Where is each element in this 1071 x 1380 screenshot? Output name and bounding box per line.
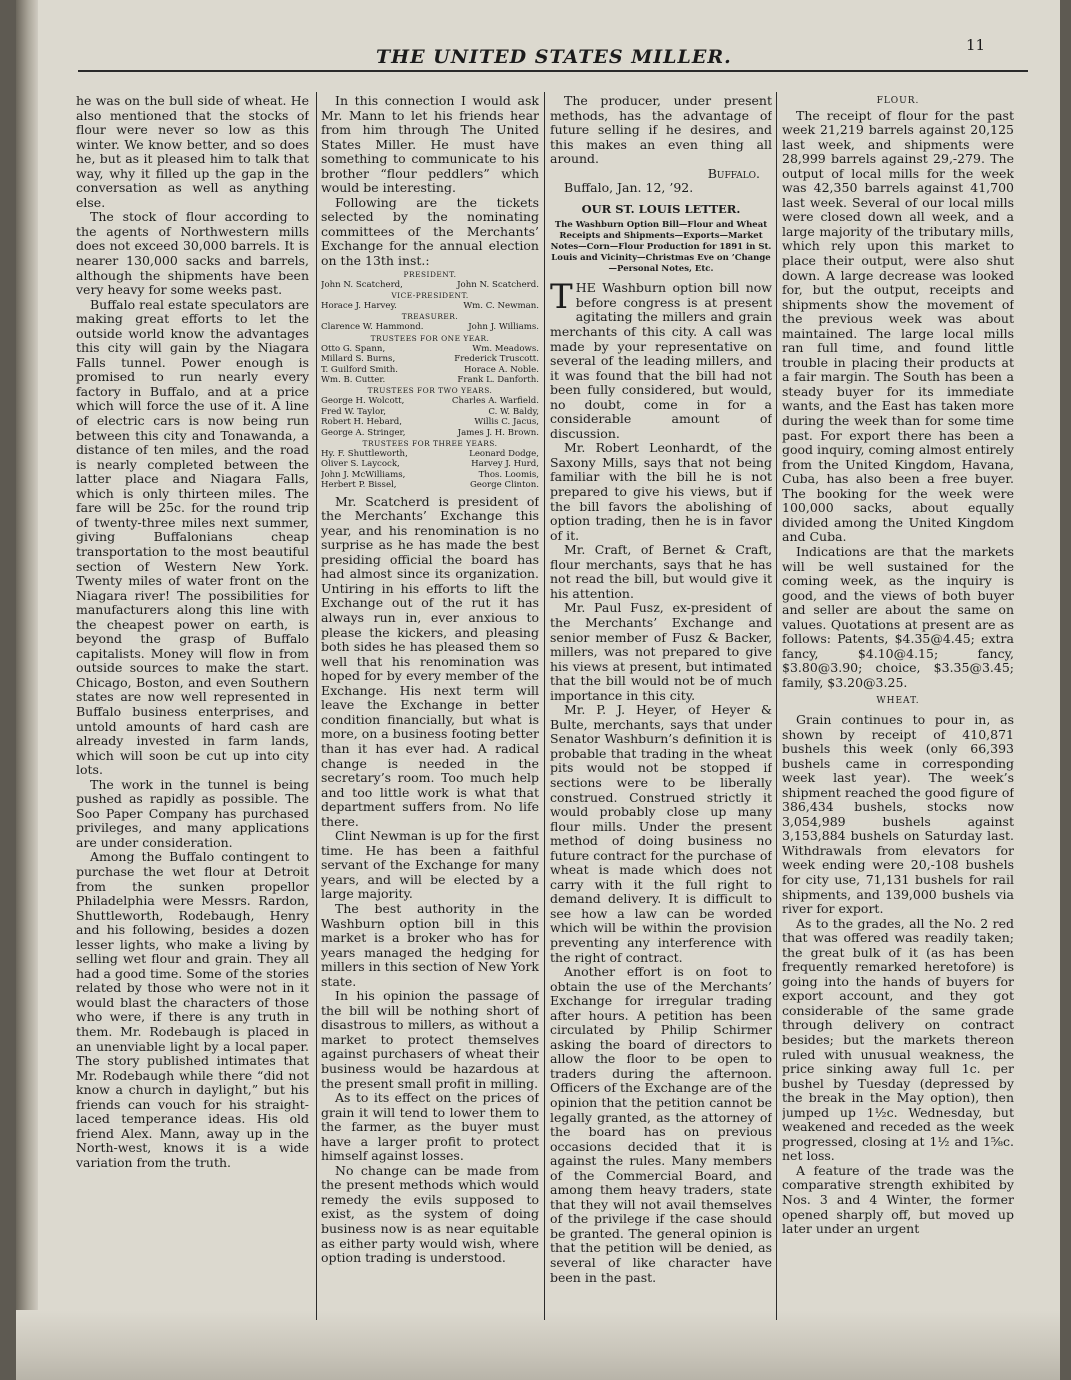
candidate: Charles A. Warfield. [451, 396, 539, 407]
column-4 [782, 94, 1014, 1334]
candidate: Willis C. Jacus, [474, 417, 539, 428]
candidate: Horace J. Harvey. [321, 300, 397, 311]
candidate: Wm. C. Newman. [463, 300, 539, 311]
ticket-row [321, 480, 539, 490]
candidate: George H. Wolcott, [321, 396, 405, 407]
paragraph: Among the Buffalo contingent to purchase the wet flour at Detroit from the sunken propellor Philadelphia were Messrs. Rardon, Shuttleworth, Rodebaugh, Henry and his following, besides a dozen lesser lights, who make a living by selling wet flour and grain. They all had a good time. Some of the stories related by those who were not in it would blast the characters of those who were, if there is any truth in them. Mr. Rodebaugh is placed in an unenviable light by a local paper. The story published intimates that Mr. Rodebaugh while there “did not know a church in daylight,” but his friends can vouch for his straight-laced temperance ideas. His old friend Alex. Mann, away up in the North-west, knows it is a wide variation from the truth. [76, 849, 309, 1170]
candidate: Wm. B. Cutter. [321, 375, 386, 385]
paragraph: No change can be made from the present methods which would remedy the evils supposed to exist, as the system of doing business now is as near equitable as either party would wish, where option trading is understood. [321, 1162, 539, 1266]
subheadline: The Washburn Option Bill—Flour and Wheat Receipts and Shipments—Exports—Market Notes—Corn—Flour Production for 1891 in St. Louis and Vicinity—Christmas Eve on ’Change—Personal Notes, Etc. [550, 220, 772, 275]
candidate: Harvey J. Hurd, [471, 459, 539, 470]
paragraph: As to the grades, all the No. 2 red that was offered was readily taken; the great bulk of it (as has been frequently remarked heretofore) is going into the hands of buyers for export account, and they got considerable of the same grade through delivery on contract besides; but the markets thereon ruled with unusual weakness, the price sinking away full 1c. per bushel by Tuesday (depressed by the break in the May option), then jumped up 1½c. Wednesday, but weakened and receded as the week progressed, closing at 1½ and 1⅝c. net loss. [782, 915, 1014, 1164]
paragraph: The best authority in the Washburn option bill in this market is a broker who has for years managed the hedging for millers in this section of New York state. [321, 900, 539, 989]
ticket-caption: TRUSTEES FOR TWO YEARS. [367, 386, 493, 396]
column-1 [76, 94, 309, 1334]
paragraph: In his opinion the passage of the bill will be nothing short of disastrous to millers, as without a market to protect themselves against purchasers of wheat their business would be hazardous at the present small profit in milling. [321, 988, 539, 1091]
paragraph: The receipt of flour for the past week 21,219 barrels against 20,125 last week, and shipments were 28,999 barrels against 29,-279. The output of local mills for the week was 42,350 barrels against 41,700 last week. Several of our local mills were closed down all week, and a large majority of the tributary mills, which rely upon this market to place their output, were also shut down. A large decrease was looked for, but the output, receipts and shipments show the movement of the previous week was about maintained. The large local mills ran full time, and found little trouble in placing their products at a fair margin. The South has been a steady buyer for its immediate wants, and the East has taken more during the week than for some time past. For export there has been a good inquiry, coming almost entirely from the United Kingdom, Havana, Cuba, has also been a free buyer. The booking for the week were 100,000 sacks, about equally divided among the United Kingdom and Cuba. [782, 107, 1014, 545]
column-3 [550, 94, 772, 1334]
candidate: Hy. F. Shuttleworth, [321, 449, 408, 460]
paragraph: Mr. Craft, of Bernet & Craft, flour merchants, says that he has not read the bill, but would give it his attention. [550, 542, 772, 601]
headline: OUR ST. LOUIS LETTER. [581, 201, 741, 216]
ticket-row [321, 280, 539, 290]
section-heading-wheat: WHEAT. [876, 696, 920, 707]
candidate: James J. H. Brown. [457, 427, 539, 438]
ticket-row [321, 470, 539, 480]
candidate: T. Guilford Smith. [321, 364, 399, 375]
lead-text: HE Washburn option bill now before congress is at present agitating the millers and grain merchants of this city. A call was made by your representative on several of the leading millers, and it was found that the bill had not been fully considered, but would, no doubt, come in for a considerable amount of discussion. [550, 280, 772, 441]
ticket-row [321, 428, 539, 438]
paragraph: Mr. P. J. Heyer, of Heyer & Bulte, merchants, says that under Senator Washburn’s definition it is probable that trading in the wheat pits would not be stopped if sections were to be liberally construed. Construed strictly it would probably close up many flour mills. Under the present method of doing business no future contract for the purchase of wheat is made which does not carry with it the full right to demand delivery. It is difficult to see how a law can be worded which will be within the provision preventing any interference with the right of contract. [550, 702, 772, 965]
paragraph: The producer, under present methods, has the advantage of future selling if he desires, and this makes an even thing all around. [550, 94, 772, 167]
paragraph: In this connection I would ask Mr. Mann to let his friends hear from him through The United States Miller. He must have something to communicate to his brother “flour peddlers” which would be interesting. [321, 94, 539, 196]
candidate: Oliver S. Laycock, [321, 459, 400, 470]
ticket-row [321, 344, 539, 354]
candidate: Leonard Dodge, [469, 449, 539, 460]
candidate: Herbert P. Bissel, [321, 480, 397, 491]
ticket-row [321, 354, 539, 364]
ticket-row [321, 449, 539, 459]
ticket-caption: TRUSTEES FOR ONE YEAR. [370, 333, 490, 343]
candidate: George Clinton. [469, 480, 539, 491]
candidate: John J. Williams. [468, 322, 539, 333]
masthead-title: THE UNITED STATES MILLER. [376, 46, 732, 68]
candidate: Robert H. Hebard, [321, 417, 403, 428]
column-rule [776, 92, 777, 1320]
binding-gutter [16, 0, 38, 1380]
ticket-caption: PRESIDENT. [403, 269, 457, 279]
paragraph: The stock of flour according to the agents of Northwestern mills does not exceed 30,000 barrels. It is nearer 130,000 sacks and barrels, although the shipments have been very heavy for some weeks past. [76, 209, 309, 298]
ticket-row [321, 322, 539, 332]
paragraph: Buffalo real estate speculators are making great efforts to let the outside world know the advantages this city will gain by the Niagara Falls tunnel. Power enough is promised to run nearly every factory in Buffalo, and at a price which will force the use of it. A line of electric cars is now being run between this city and Tonawanda, a distance of ten miles, and the road is nearly completed between the latter place and Niagara Falls, which is only thirteen miles. The fare will be 25c. for the round trip of twenty-three miles next summer, giving Buffalonians cheap transportation to the most beautiful section of Western New York. Twenty miles of water front on the Niagara river! The possibilities for manufacturers along this line with the cheapest power on earth, is beyond the grasp of Buffalo capitalists. Money will flow in from outside sources to make the start. Chicago, Boston, and even Southern states are now well represented in Buffalo business enterprises, and untold amounts of hard cash are already invested in farm lands, which will soon be cut up into city lots. [76, 296, 309, 778]
paragraph: As to its effect on the prices of grain it will tend to lower them to the farmer, as the buyer must have a larger profit to protect himself against losses. [321, 1090, 539, 1164]
ticket-row [321, 365, 539, 375]
paragraph: he was on the bull side of wheat. He also mentioned that the stocks of flour were never so low as this winter. We know better, and so does he, but as it pleased him to talk that way, why it filled up the gap in the conversation as well as anything else. [76, 94, 309, 210]
paragraph: The work in the tunnel is being pushed as rapidly as possible. The Soo Paper Company has purchased privileges, and many applications are under consideration. [76, 776, 309, 850]
candidate: Millard S. Burns, [321, 354, 396, 365]
header-rule [78, 70, 1028, 72]
ticket-caption: TREASURER. [401, 312, 459, 322]
ticket-row [321, 375, 539, 385]
candidate: John N. Scatcherd. [457, 279, 539, 290]
paragraph: Following are the tickets selected by the nominating committees of the Merchants’ Exchange for the annual election on the 13th inst.: [321, 194, 539, 269]
column-2 [321, 94, 539, 1334]
paragraph: Mr. Scatcherd is president of the Merchants’ Exchange this year, and his renomination is no surprise as he has made the best presiding official the board has had almost since its organization. Untiring in his efforts to lift the Exchange out of the rut it has always run in, ever anxious to please the kickers, and pleasing both sides he has pleased them so well that his renomination was hoped for by every member of the Exchange. His next term will leave the Exchange in better condition financially, but what is more, on a business footing better than it has ever had. A radical change is needed in the secretary’s room. Too much help and too little work is what that department suffers from. No life there. [321, 493, 539, 829]
ticket-row [321, 407, 539, 417]
paragraph: Indications are that the markets will be well sustained for the coming week, as the inquiry is good, and the views of both buyer and seller are about the same on values. Quotations at present are as follows: Patents, $4.35@4.45; extra fancy, $4.10@4.15; fancy, $3.80@3.90; choice, $3.35@3.45; family, $3.20@3.25. [782, 543, 1014, 690]
candidate: Otto G. Spann, [321, 343, 386, 354]
page-number: 11 [966, 36, 986, 54]
candidate: Thos. Loomis, [478, 469, 539, 480]
ticket-row [321, 417, 539, 427]
candidate: Wm. Meadows. [472, 343, 539, 354]
ticket-caption: VICE-PRESIDENT. [391, 290, 469, 300]
paragraph: Another effort is on foot to obtain the use of the Merchants’ Exchange for irregular trading after hours. A petition has been circulated by Philip Schirmer asking the board of directors to allow the floor to be open to traders during the afternoon. Officers of the Exchange are of the opinion that the petition cannot be legally granted, as the attorney of the board has on previous occasions decided that it is against the rules. Many members of the Commercial Board, and among them heavy traders, state that they will not avail themselves of the privilege if the case should be granted. The general opinion is that the petition will be denied, as several of like character have been in the past. [550, 964, 772, 1285]
candidate: Clarence W. Hammond. [321, 322, 424, 333]
paragraph: A feature of the trade was the comparative strength exhibited by Nos. 3 and 4 Winter, the former opened sharply off, but moved up later under an urgent [782, 1162, 1014, 1237]
paragraph [550, 277, 772, 441]
ticket-row [321, 459, 539, 469]
candidate: Frederick Truscott. [454, 354, 539, 365]
drop-cap: T [550, 277, 573, 318]
candidate: George A. Stringer, [321, 427, 406, 438]
ticket-row [321, 396, 539, 406]
candidate: John N. Scatcherd, [321, 279, 403, 290]
paragraph: Clint Newman is up for the first time. He has been a faithful servant of the Exchange for many years, and will be elected by a large majority. [321, 828, 539, 902]
column-rule [544, 92, 545, 1320]
section-heading-flour: FLOUR. [876, 96, 920, 106]
election-ticket [321, 270, 539, 491]
candidate: Horace A. Noble. [464, 364, 539, 375]
candidate: C. W. Baldy, [488, 406, 539, 417]
ticket-caption: TRUSTEES FOR THREE YEARS. [362, 439, 498, 449]
column-rule [316, 92, 317, 1320]
paragraph: Mr. Robert Leonhardt, of the Saxony Mills, says that not being familiar with the bill he is not prepared to give his views, but if the bill favors the abolishing of option trading, then he is in favor of it. [550, 440, 772, 543]
paragraph: Mr. Paul Fusz, ex-president of the Merchants’ Exchange and senior member of Fusz & Backer, millers, was not prepared to give his views at present, but intimated that the bill would not be of much importance in this city. [550, 600, 772, 703]
signature: Buffalo. [707, 165, 760, 181]
candidate: John J. McWilliams, [321, 469, 406, 480]
newspaper-page [16, 0, 1060, 1380]
paragraph: Grain continues to pour in, as shown by receipt of 410,871 bushels this week (only 66,393 bushels came in corresponding week last year). The week’s shipment reached the good figure of 386,434 bushels, stocks now 3,054,989 bushels against 3,153,884 bushels on Saturday last. Withdrawals from elevators for week ending were 20,-108 bushels for city use, 71,131 bushels for rail shipments, and 139,000 bushels via river for export. [782, 711, 1014, 917]
candidate: Frank L. Danforth. [457, 375, 539, 385]
ticket-row [321, 301, 539, 311]
dateline: Buffalo, Jan. 12, ’92. [564, 180, 694, 196]
candidate: Fred W. Taylor, [321, 406, 387, 417]
